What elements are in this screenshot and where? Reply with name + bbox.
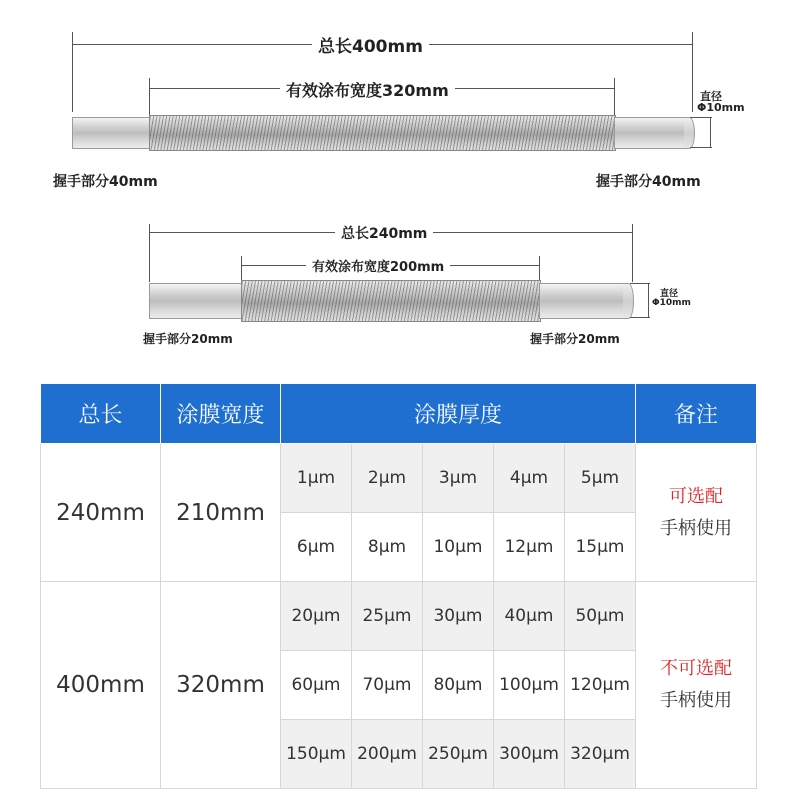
right-grip-label: 握手部分40mm (596, 174, 701, 190)
thickness-cell: 6μm (281, 513, 352, 582)
row2-note-highlight: 不可选配 (660, 658, 732, 679)
total-length-label: 总长400mm (312, 32, 429, 57)
thickness-cell: 50μm (565, 582, 636, 651)
row1-note-text: 手柄使用 (660, 517, 732, 539)
header-coating-width: 涂膜宽度 (161, 384, 281, 444)
thickness-cell: 320μm (565, 720, 636, 789)
spec-table (40, 383, 757, 789)
left-grip (149, 283, 243, 319)
coating-width-label: 有效涂布宽度200mm (306, 256, 450, 275)
total-right-extension (632, 224, 633, 282)
row1-note (636, 444, 757, 582)
thickness-cell: 300μm (494, 720, 565, 789)
left-grip-label: 握手部分40mm (53, 174, 158, 190)
diameter-bottom-line (630, 317, 650, 318)
thickness-cell: 5μm (565, 444, 636, 513)
thickness-cell: 70μm (352, 651, 423, 720)
thickness-cell: 150μm (281, 720, 352, 789)
header-coating-thickness: 涂膜厚度 (281, 384, 636, 444)
header-note: 备注 (636, 384, 757, 444)
row1-note-highlight: 可选配 (669, 485, 723, 507)
row1-coating-width: 210mm (161, 444, 281, 582)
left-grip (72, 117, 151, 149)
diameter-top-line (690, 117, 712, 118)
thickness-cell: 60μm (281, 651, 352, 720)
rod-end (684, 117, 695, 149)
right-grip (614, 117, 686, 149)
header-total-length: 总长 (41, 384, 161, 444)
coating-left-extension (149, 78, 150, 118)
thickness-cell: 20μm (281, 582, 352, 651)
thickness-cell: 4μm (494, 444, 565, 513)
thickness-cell: 25μm (352, 582, 423, 651)
thickness-cell: 30μm (423, 582, 494, 651)
right-grip-label: 握手部分20mm (530, 332, 620, 346)
diameter-top-line (630, 283, 650, 284)
thickness-cell: 3μm (423, 444, 494, 513)
row2-note-text: 手柄使用 (660, 690, 732, 711)
thickness-cell: 200μm (352, 720, 423, 789)
diameter-title: 直径 (660, 289, 679, 299)
diameter-line (648, 283, 649, 317)
diameter-bottom-line (690, 147, 712, 148)
table-row (41, 582, 757, 651)
diameter-value: Φ10mm (652, 298, 691, 308)
rod-end (623, 283, 634, 319)
thickness-cell: 250μm (423, 720, 494, 789)
thickness-cell: 120μm (565, 651, 636, 720)
diameter-title: 直径 (700, 90, 722, 103)
table-header-row (41, 384, 757, 444)
thickness-cell: 80μm (423, 651, 494, 720)
right-grip (539, 283, 625, 319)
thickness-cell: 8μm (352, 513, 423, 582)
thickness-cell: 15μm (565, 513, 636, 582)
coated-wire-section (149, 115, 616, 151)
row2-coating-width: 320mm (161, 582, 281, 789)
total-length-label: 总长240mm (335, 223, 433, 243)
thickness-cell: 1μm (281, 444, 352, 513)
row2-total-length: 400mm (41, 582, 161, 789)
thickness-cell: 2μm (352, 444, 423, 513)
total-right-extension (692, 32, 693, 112)
thickness-cell: 40μm (494, 582, 565, 651)
thickness-cell: 12μm (494, 513, 565, 582)
coating-width-label: 有效涂布宽度320mm (280, 78, 455, 101)
diameter-value: Φ10mm (697, 101, 745, 114)
thickness-cell: 100μm (494, 651, 565, 720)
coating-right-extension (614, 78, 615, 118)
table-row (41, 444, 757, 513)
row2-note (636, 582, 757, 789)
thickness-cell: 10μm (423, 513, 494, 582)
left-grip-label: 握手部分20mm (143, 332, 233, 346)
coated-wire-section (241, 280, 541, 322)
row1-total-length: 240mm (41, 444, 161, 582)
diameter-line (710, 117, 711, 147)
